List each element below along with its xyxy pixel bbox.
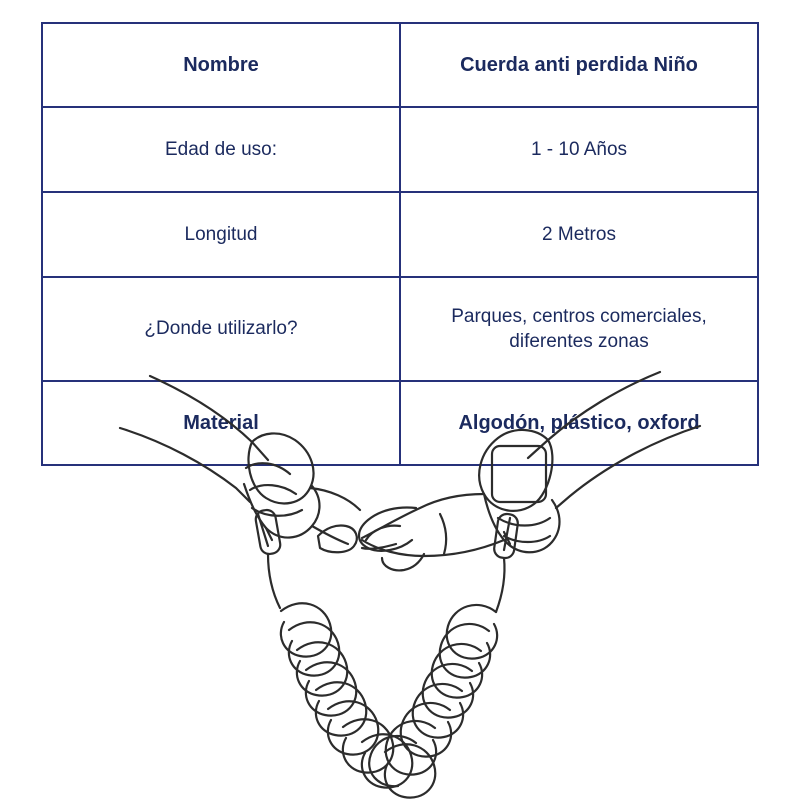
adult-wristband-upper bbox=[479, 430, 552, 511]
product-illustration bbox=[0, 368, 800, 800]
adult-knuckle-line bbox=[440, 514, 446, 554]
spec-value-material: Algodón, plástico, oxford bbox=[400, 381, 758, 465]
coiled-cable bbox=[281, 603, 497, 797]
child-forearm-bottom-line bbox=[120, 428, 250, 502]
spec-label-nombre: Nombre bbox=[42, 23, 400, 107]
spec-value-longitud: 2 Metros bbox=[400, 192, 758, 277]
spec-label-donde: ¿Donde utilizarlo? bbox=[42, 277, 400, 381]
adult-wristband-seam-2 bbox=[504, 536, 550, 542]
child-hand-back bbox=[310, 488, 360, 510]
spec-value-edad: 1 - 10 Años bbox=[400, 107, 758, 192]
table-row bbox=[42, 277, 758, 381]
table-row bbox=[42, 23, 758, 107]
spec-label-material: Material bbox=[42, 381, 400, 465]
adult-wristband-seam-1 bbox=[498, 518, 550, 526]
spec-value-nombre: Cuerda anti perdida Niño bbox=[400, 23, 758, 107]
adult-forearm-bottom-line bbox=[556, 426, 700, 508]
spec-value-donde bbox=[400, 277, 758, 381]
spec-value-donde-line2: diferentes zonas bbox=[509, 331, 649, 352]
adult-middle-finger bbox=[366, 526, 400, 540]
table-row bbox=[42, 192, 758, 277]
adult-hand-back bbox=[362, 494, 484, 538]
table-row bbox=[42, 107, 758, 192]
spec-label-edad: Edad de uso: bbox=[42, 107, 400, 192]
child-wristband-seam-1 bbox=[246, 463, 290, 474]
adult-cable-upper bbox=[496, 558, 505, 612]
child-cable-upper bbox=[268, 554, 280, 608]
adult-forearm-top-line bbox=[528, 372, 660, 458]
adult-wristband-patch bbox=[492, 446, 546, 502]
spec-label-longitud: Longitud bbox=[42, 192, 400, 277]
spec-value-donde-line1: Parques, centros comerciales, bbox=[451, 305, 707, 327]
